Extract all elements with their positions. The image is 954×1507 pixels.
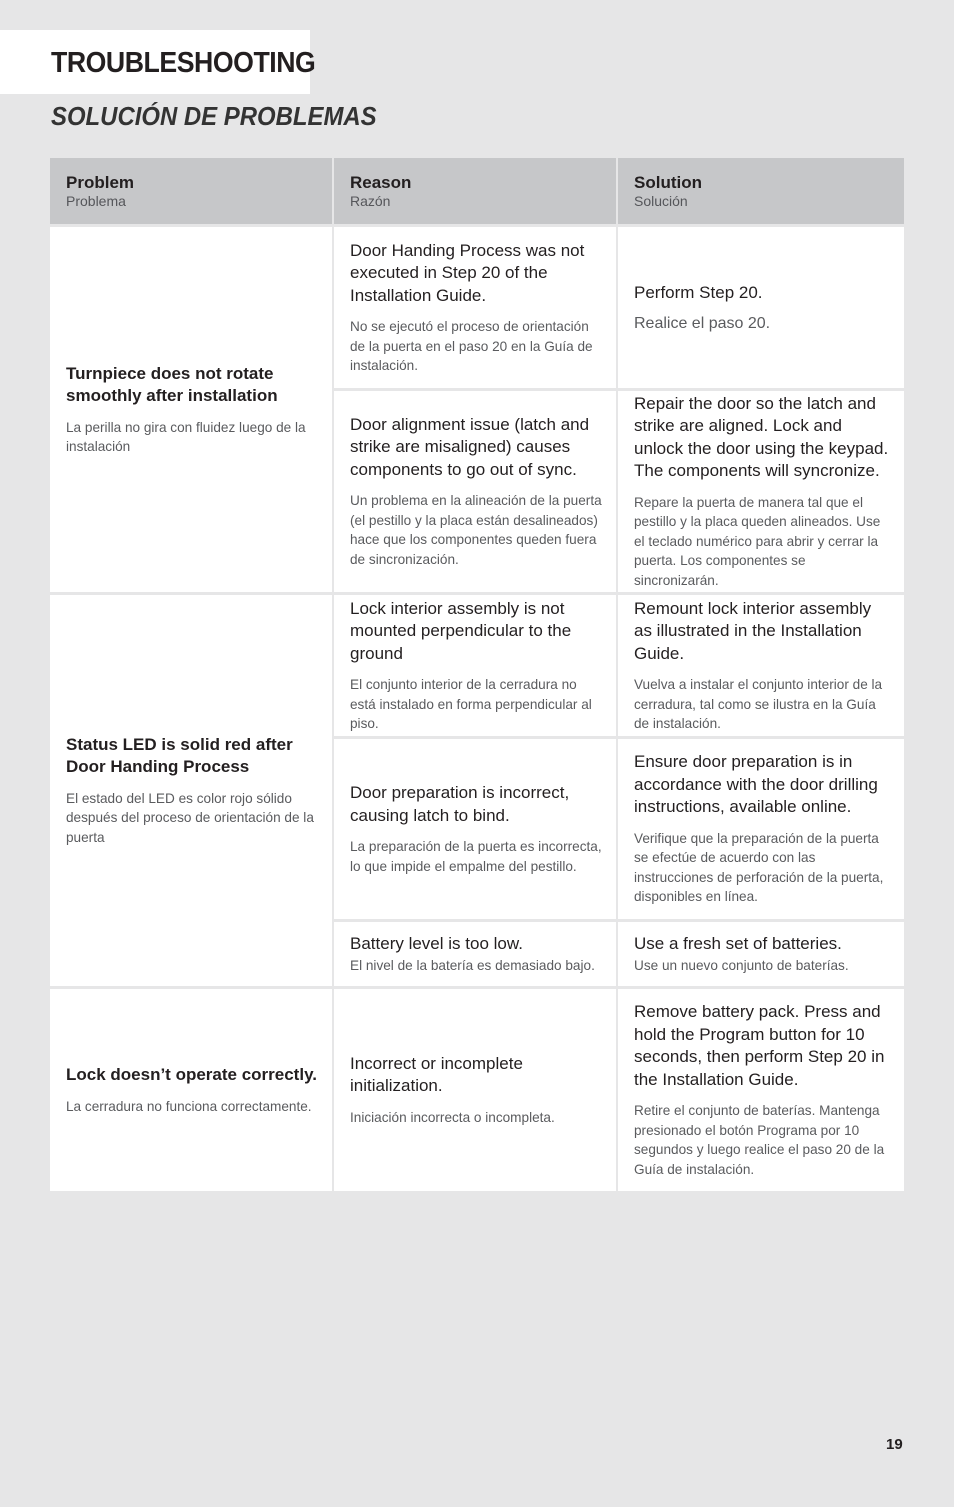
reason-text: Lock interior assembly is not mounted perpendicular to the ground [350, 598, 572, 663]
problem-cell [50, 595, 332, 986]
problem-translation: La perilla no gira con fluidez luego de la instalación [66, 419, 306, 454]
solution-text: Perform Step 20. [634, 282, 763, 302]
column-header-label: Reason [350, 173, 412, 192]
problem-translation: El estado del LED es color rojo sólido después del proceso de orientación de la puerta [66, 790, 314, 845]
solution-translation: Verifique que la preparación de la puerta se efectúe de acuerdo con las instrucciones de perforación de la puerta, disponibles en línea. [634, 830, 884, 905]
problem-translation: La cerradura no funciona correctamente. [66, 1098, 312, 1114]
reason-translation: El conjunto interior de la cerradura no está instalado en forma perpendicular al piso. [350, 677, 592, 731]
reason-cell [334, 595, 616, 736]
reason-text: Incorrect or incomplete initialization. [350, 1053, 523, 1096]
column-header-translation: Solución [634, 193, 688, 209]
column-header-label: Problem [66, 173, 135, 192]
reason-text: Door alignment issue (latch and strike are misaligned) causes components to go out of sync. [350, 414, 590, 479]
solution-text: Remove battery pack. Press and hold the Program button for 10 seconds, then perform Step 20 in the Installation Guide. [634, 1002, 885, 1089]
reason-cell [334, 227, 616, 388]
solution-cell [618, 989, 904, 1191]
solution-translation: Vuelva a instalar el conjunto interior de la cerradura, tal como se ilustra en la Guía de instalación. [634, 677, 883, 731]
problem-cell [50, 989, 332, 1191]
reason-translation: No se ejecutó el proceso de orientación de la puerta en el paso 20 en la Guía de instalación. [350, 319, 593, 373]
problem-text: Turnpiece does not rotate smoothly after installation [66, 363, 278, 405]
solution-text: Remount lock interior assembly as illustrated in the Installation Guide. [634, 598, 872, 663]
reason-translation: Iniciación incorrecta o incompleta. [350, 1109, 555, 1125]
solution-text: Repair the door so the latch and strike are aligned. Lock and unlock the door using the keypad. The components will syncronize. [634, 393, 889, 481]
reason-cell [334, 391, 616, 592]
solution-translation: Realice el paso 20. [634, 315, 771, 332]
solution-cell [618, 227, 904, 388]
solution-translation: Use un nuevo conjunto de baterías. [634, 957, 849, 973]
solution-cell [618, 391, 904, 592]
solution-translation: Retire el conjunto de baterías. Mantenga presionado el botón Programa por 10 segundos y luego realice el paso 20 de la Guía de instalación. [634, 1103, 885, 1177]
column-header-problem [50, 158, 332, 224]
column-header-label: Solution [634, 173, 702, 192]
column-header-translation: Razón [350, 193, 391, 209]
reason-cell [334, 922, 616, 986]
reason-text: Battery level is too low. [350, 934, 523, 953]
reason-translation: Un problema en la alineación de la puerta (el pestillo y la placa están desalineados) hace que los componentes queden fuera de sincronización. [350, 493, 602, 567]
problem-text: Status LED is solid red after Door Handing Process [66, 734, 293, 777]
solution-cell [618, 739, 904, 919]
column-header-translation: Problema [66, 193, 126, 209]
solution-cell [618, 922, 904, 986]
column-header-reason [334, 158, 616, 224]
reason-translation: La preparación de la puerta es incorrecta, lo que impide el empalme del pestillo. [350, 839, 602, 874]
reason-text: Door preparation is incorrect, causing latch to bind. [350, 783, 570, 825]
problem-text: Lock doesn’t operate correctly. [66, 1065, 317, 1084]
reason-text: Door Handing Process was not executed in Step 20 of the Installation Guide. [350, 240, 585, 305]
reason-cell [334, 989, 616, 1191]
page-subtitle: SOLUCIÓN DE PROBLEMAS [51, 101, 377, 131]
problem-cell [50, 227, 332, 592]
page-number: 19 [886, 1436, 903, 1453]
solution-text: Use a fresh set of batteries. [634, 934, 842, 953]
page-title: TROUBLESHOOTING [51, 47, 316, 79]
reason-cell [334, 739, 616, 919]
column-header-solution [618, 158, 904, 224]
solution-text: Ensure door preparation is in accordance with the door drilling instructions, available online. [634, 752, 878, 817]
solution-cell [618, 595, 904, 736]
reason-translation: El nivel de la batería es demasiado bajo. [350, 957, 595, 973]
solution-translation: Repare la puerta de manera tal que el pestillo y la placa queden alineados. Use el teclado numérico para abrir y cerrar la puerta. Los componentes se sincronizarán. [634, 494, 881, 588]
